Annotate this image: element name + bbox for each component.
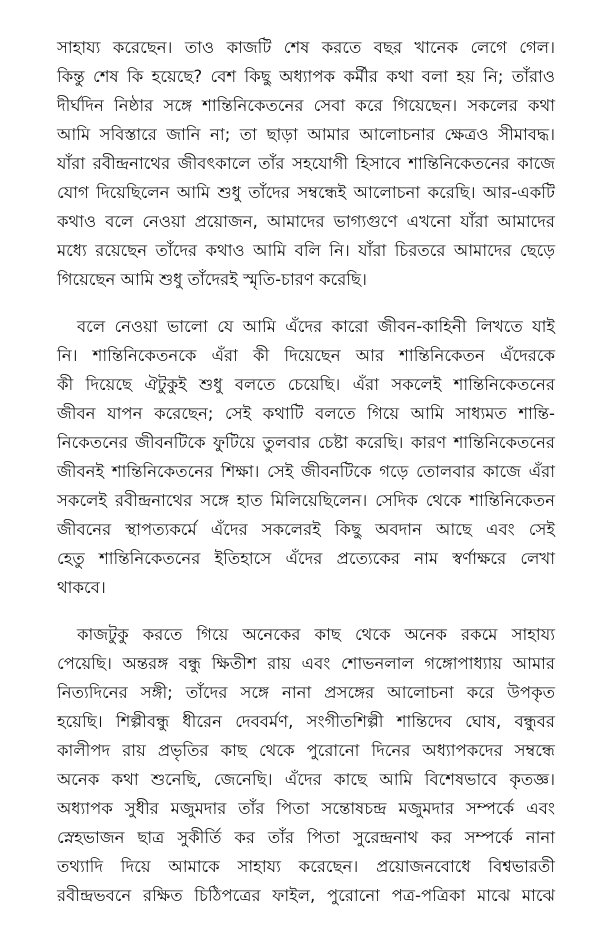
text-line: স্নেহভাজন ছাত্র সুকীর্তি কর তাঁর পিতা সুরেন্দ্রনাথ কর সম্পর্কে নানা <box>57 828 555 847</box>
text-line: অনেক কথা শুনেছি, জেনেছি। এঁদের কাছে আমি বিশেষভাবে কৃতজ্ঞ। <box>57 770 555 789</box>
text-line: তথ্যাদি দিয়ে আমাকে সাহায্য করেছেন। প্রয়োজনবোধে বিশ্বভারতী <box>57 857 555 876</box>
text-line: পেয়েছি। অন্তরঙ্গ বন্ধু ক্ষিতীশ রায় এবং শোভনলাল গঙ্গোপাধ্যায় আমার <box>57 654 555 673</box>
text-line: জীবনই শান্তিনিকেতনের শিক্ষা। সেই জীবনটিকে গড়ে তোলবার কাজে এঁরা <box>57 462 555 481</box>
text-line: কাজটুকু করতে গিয়ে অনেকের কাছ থেকে অনেক রকমে সাহায্য <box>77 625 555 644</box>
text-line: অধ্যাপক সুধীর মজুমদার তাঁর পিতা সন্তোষচন্দ্র মজুমদার সম্পর্কে এবং <box>57 799 555 818</box>
text-line: যোগ দিয়েছিলেন আমি শুধু তাঁদের সম্বন্ধেই আলোচনা করেছি। আর-একটি <box>57 183 555 202</box>
text-line: নিত্যদিনের সঙ্গী; তাঁদের সঙ্গে নানা প্রসঙ্গের আলোচনা করে উপকৃত <box>57 683 555 702</box>
text-line: মধ্যে রয়েছেন তাঁদের কথাও আমি বলি নি। যাঁরা চিরতরে আমাদের ছেড়ে <box>57 241 555 260</box>
text-line: জীবন যাপন করেছেন; সেই কথাটি বলতে গিয়ে আমি সাধ্যমত শান্তি- <box>57 404 555 423</box>
text-line: দীর্ঘদিন নিষ্ঠার সঙ্গে শান্তিনিকেতনের সেবা করে গিয়েছেন। সকলের কথা <box>57 96 555 115</box>
text-line: সকলেই রবীন্দ্রনাথের সঙ্গে হাত মিলিয়েছিলেন। সেদিক থেকে শান্তিনিকেতন <box>57 491 555 510</box>
text-line: গিয়েছেন আমি শুধু তাঁদেরই স্মৃতি-চারণ করেছি। <box>57 270 367 289</box>
text-line: সাহায্য করেছেন। তাও কাজটি শেষ করতে বছর খানেক লেগে গেল। <box>57 38 555 57</box>
text-line: জীবনের স্থাপত্যকর্মে এঁদের সকলেরই কিছু অবদান আছে এবং সেই <box>57 520 555 539</box>
text-line: কী দিয়েছে ঐটুকুই শুধু বলতে চেয়েছি। এঁরা সকলেই শান্তিনিকেতনের <box>57 375 555 394</box>
text-line: হেতু শান্তিনিকেতনের ইতিহাসে এঁদের প্রত্যেকের নাম স্বর্ণাক্ষরে লেখা <box>57 549 555 568</box>
text-line: যাঁরা রবীন্দ্রনাথের জীবৎকালে তাঁর সহযোগী হিসাবে শান্তিনিকেতনের কাজে <box>57 154 555 173</box>
paragraph <box>57 312 555 602</box>
text-line: কালীপদ রায় প্রভৃতির কাছ থেকে পুরোনো দিনের অধ্যাপকদের সম্বন্ধে <box>57 741 555 760</box>
text-line: আমি সবিস্তারে জানি না; তা ছাড়া আমার আলোচনার ক্ষেত্রও সীমাবদ্ধ। <box>57 125 555 144</box>
text-line: নিকেতনের জীবনটিকে ফুটিয়ে তুলবার চেষ্টা করেছি। কারণ শান্তিনিকেতনের <box>57 433 555 452</box>
paragraph <box>57 620 555 910</box>
text-line: হয়েছি। শিল্পীবন্ধু ধীরেন দেববর্মণ, সংগীতশিল্পী শান্তিদেব ঘোষ, বন্ধুবর <box>57 712 555 731</box>
text-line: রবীন্দ্রভবনে রক্ষিত চিঠিপত্রের ফাইল, পুরোনো পত্র-পত্রিকা মাঝে মাঝে <box>57 886 555 905</box>
paragraph <box>57 33 555 294</box>
text-line: কিন্তু শেষ কি হয়েছে? বেশ কিছু অধ্যাপক কর্মীর কথা বলা হয় নি; তাঁরাও <box>57 67 555 86</box>
text-line: নি। শান্তিনিকেতনকে এঁরা কী দিয়েছেন আর শান্তিনিকেতন এঁদেরকে <box>57 346 555 365</box>
text-line: কথাও বলে নেওয়া প্রয়োজন, আমাদের ভাগ্যগুণে এখনো যাঁরা আমাদের <box>57 212 555 231</box>
text-line: বলে নেওয়া ভালো যে আমি এঁদের কারো জীবন-কাহিনী লিখতে যাই <box>77 317 555 336</box>
book-page <box>57 33 555 928</box>
text-line: থাকবে। <box>57 578 106 597</box>
